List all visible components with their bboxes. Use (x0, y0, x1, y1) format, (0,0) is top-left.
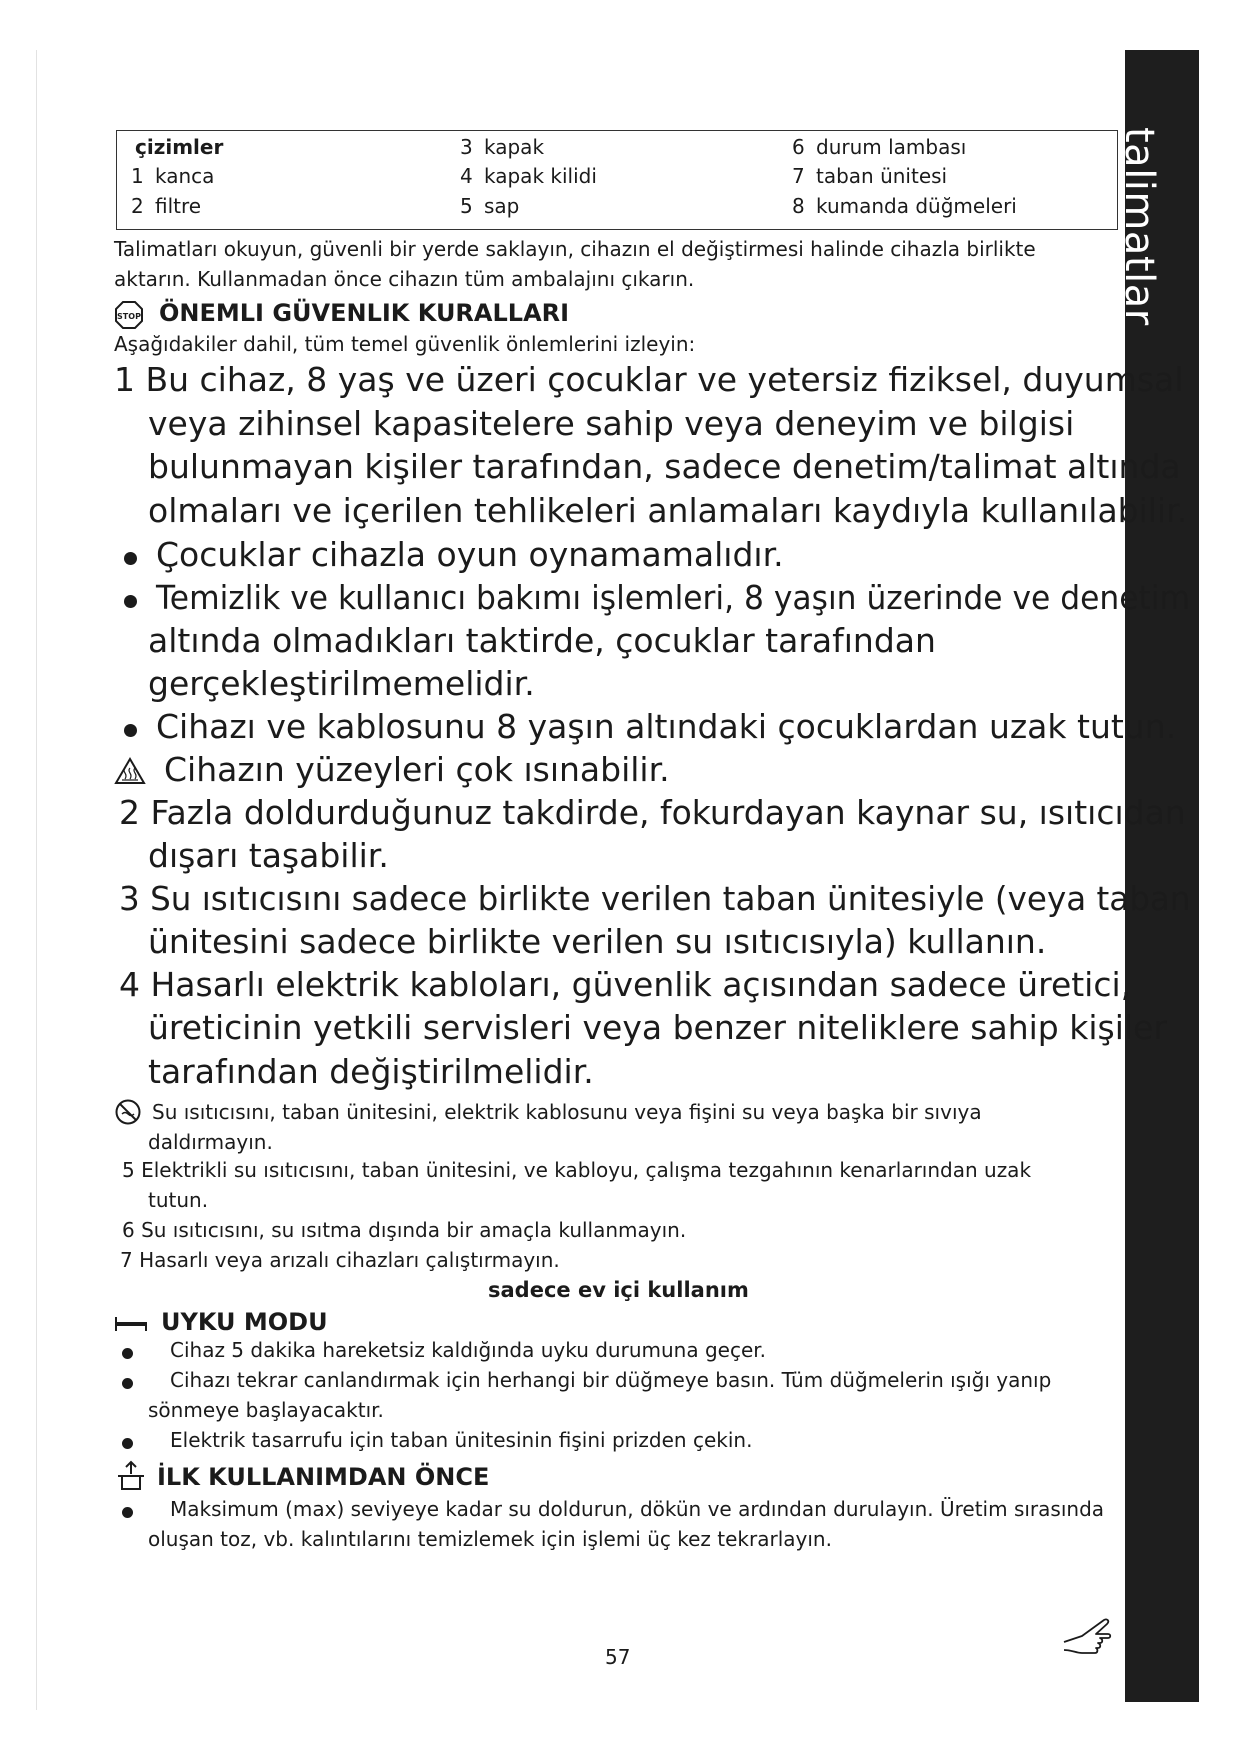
bullet-text: gerçekleştirilmemelidir. (148, 664, 535, 703)
sleep-mode-bullet: Cihazı tekrar canlandırmak için herhangi bir düğmeye basın. Tüm düğmelerin ışığı yanıp (170, 1368, 1052, 1392)
rule-1-line: veya zihinsel kapasitelere sahip veya deneyim ve bilgisi (148, 404, 1075, 443)
rule-1-line: 1 Bu cihaz, 8 yaş ve üzeri çocuklar ve yetersiz fiziksel, duyumsal (114, 360, 1184, 399)
parts-legend-box (116, 130, 1118, 230)
no-immerse-text: daldırmayın. (148, 1130, 273, 1154)
rule-1-line: bulunmayan kişiler tarafından, sadece denetim/talimat altında (148, 447, 1181, 486)
rule-6-line: 6 Su ısıtıcısını, su ısıtma dışında bir amaçla kullanmayın. (122, 1218, 687, 1242)
rule-5-line: 5 Elektrikli su ısıtıcısını, taban ünitesini, ve kabloyu, çalışma tezgahının kenarlarından uzak (122, 1158, 1032, 1182)
hot-surface-warning-icon (114, 757, 146, 785)
parts-item: 8 kumanda düğmeleri (792, 194, 1017, 218)
first-use-bullet: oluşan toz, vb. kalıntılarını temizlemek için işlemi üç kez tekrarlayın. (148, 1527, 832, 1551)
intro-text: aktarın. Kullanmadan önce cihazın tüm ambalajını çıkarın. (114, 267, 695, 291)
parts-item: 3 kapak (460, 135, 545, 159)
safety-heading: ÖNEMLI GÜVENLIK KURALLARI (159, 299, 570, 327)
parts-title: çizimler (135, 135, 224, 159)
first-use-heading: İLK KULLANIMDAN ÖNCE (157, 1463, 490, 1491)
page-number: 57 (605, 1645, 631, 1669)
bullet-text: Temizlik ve kullanıcı bakımı işlemleri, 8 yaşın üzerinde ve denetim (156, 578, 1191, 617)
parts-item: 6 durum lambası (792, 135, 967, 159)
parts-item: 2 filtre (131, 194, 202, 218)
rule-2-line: 2 Fazla doldurduğunuz takdirde, fokurdayan kaynar su, ısıtıcıdan (119, 793, 1186, 832)
stop-sign-label: STOP (117, 312, 141, 321)
rule-1-line: olmaları ve içerilen tehlikeleri anlamaları kaydıyla kullanılabilir. (148, 491, 1188, 530)
rule-5-line: tutun. (148, 1188, 209, 1212)
bullet-dot (122, 1433, 133, 1452)
rule-4-line: üreticinin yetkili servisleri veya benzer niteliklere sahip kişiler (148, 1008, 1167, 1047)
parts-item: 4 kapak kilidi (460, 164, 597, 188)
household-use-note: sadece ev içi kullanım (488, 1278, 749, 1302)
rule-3-line: ünitesini sadece birlikte verilen su ısıtıcısıyla) kullanın. (148, 922, 1047, 961)
bed-icon (114, 1314, 148, 1334)
pointing-hand-icon (1060, 1612, 1118, 1658)
sleep-mode-bullet: Cihaz 5 dakika hareketsiz kaldığında uyku durumuna geçer. (170, 1338, 766, 1362)
rule-7-line: 7 Hasarlı veya arızalı cihazları çalıştırmayın. (120, 1248, 560, 1272)
parts-item: 1 kanca (131, 164, 215, 188)
bullet-text: Cihazı ve kablosunu 8 yaşın altındaki çocuklardan uzak tutun. (156, 707, 1177, 746)
page-edge-line (36, 50, 37, 1710)
hot-surface-text: Cihazın yüzeyleri çok ısınabilir. (164, 750, 670, 789)
parts-item: 5 sap (460, 194, 520, 218)
sleep-mode-bullet: sönmeye başlayacaktır. (148, 1398, 384, 1422)
first-use-icon (116, 1460, 146, 1492)
bullet-text: altında olmadıkları taktirde, çocuklar tarafından (148, 621, 936, 660)
rule-2-line: dışarı taşabilir. (148, 836, 389, 875)
rule-3-line: 3 Su ısıtıcısını sadece birlikte verilen taban ünitesiyle (veya taban (119, 879, 1191, 918)
rule-4-line: 4 Hasarlı elektrik kabloları, güvenlik açısından sadece üretici, (119, 965, 1132, 1004)
bullet-dot (124, 552, 137, 565)
bullet-text: Çocuklar cihazla oyun oynamamalıdır. (156, 535, 784, 574)
no-immerse-icon (114, 1098, 142, 1126)
sleep-mode-heading: UYKU MODU (161, 1308, 328, 1336)
parts-item: 7 taban ünitesi (792, 164, 948, 188)
bullet-dot (122, 1343, 133, 1362)
intro-text: Talimatları okuyun, güvenli bir yerde saklayın, cihazın el değiştirmesi halinde cihazla birlikte (114, 237, 1036, 261)
bullet-dot (122, 1373, 133, 1392)
bullet-dot (124, 724, 137, 737)
safety-subheading: Aşağıdakiler dahil, tüm temel güvenlik önlemlerini izleyin: (114, 332, 696, 356)
bullet-dot (124, 595, 137, 608)
side-tab-label: talimatlar (1116, 127, 1162, 326)
first-use-bullet: Maksimum (max) seviyeye kadar su doldurun, dökün ve ardından durulayın. Üretim sırasında (170, 1497, 1105, 1521)
stop-sign-icon (114, 300, 144, 330)
rule-4-line: tarafından değiştirilmelidir. (148, 1052, 594, 1091)
no-immerse-text: Su ısıtıcısını, taban ünitesini, elektrik kablosunu veya fişini su veya başka bir sıvıya (152, 1100, 982, 1124)
sleep-mode-bullet: Elektrik tasarrufu için taban ünitesinin fişini prizden çekin. (170, 1428, 753, 1452)
bullet-dot (122, 1502, 133, 1521)
